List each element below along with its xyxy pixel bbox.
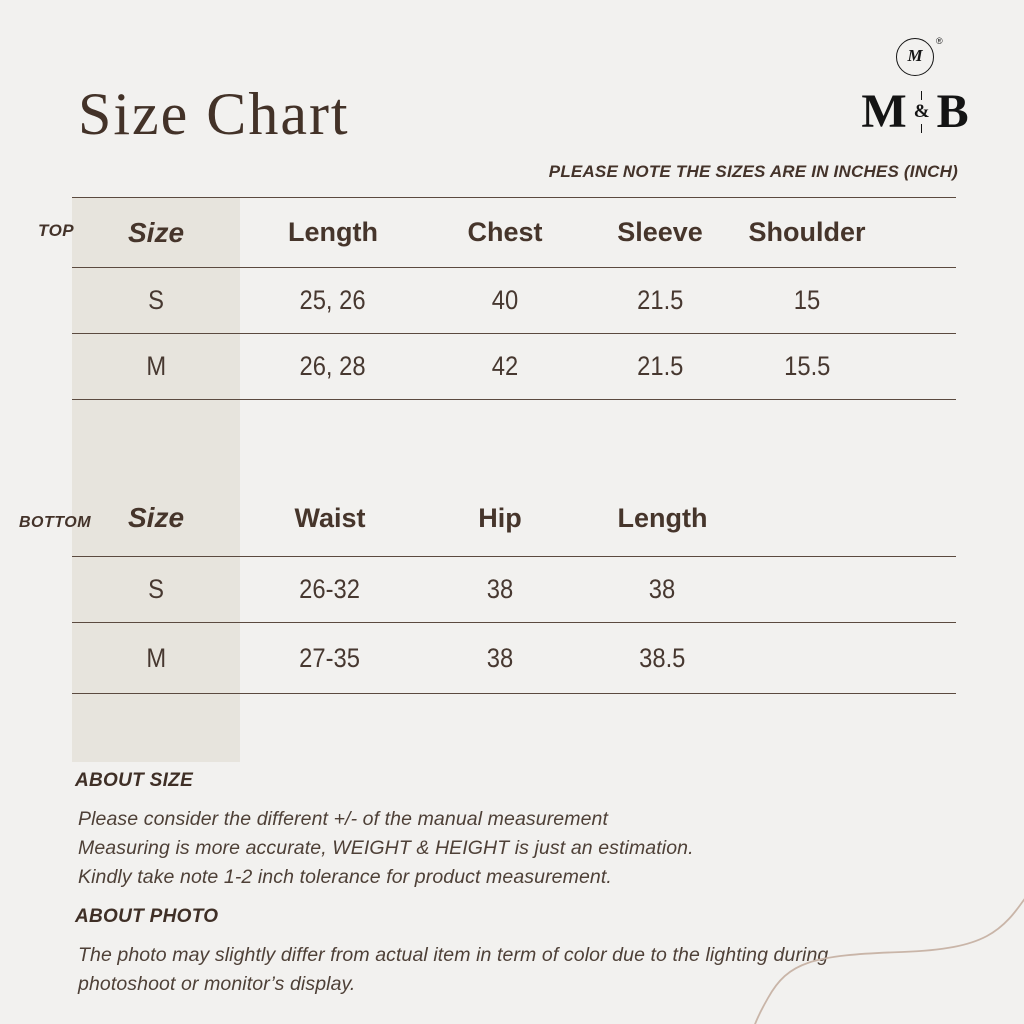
length-cell: 26, 28 [299,351,367,381]
sleeve-cell: 21.5 [636,285,684,315]
page-title: Size Chart [78,81,350,147]
top-table-header-row [72,197,956,268]
logo-wordmark [850,84,980,139]
about-photo-line: The photo may slightly differ from actual item in term of color due to the lighting during [78,944,829,966]
dash-bottom-icon [921,124,923,133]
size-cell: S [148,285,164,315]
about-photo-heading: ABOUT PHOTO [75,906,219,927]
column-header: Length [617,502,708,533]
section-label-top: TOP [38,221,75,240]
dash-top-icon [921,91,923,100]
hip-cell: 38 [486,642,514,673]
table-row [72,334,956,400]
column-header: Size [127,216,185,248]
column-header: Length [288,217,378,247]
logo-letter-m: M [861,85,907,138]
size-cell: S [148,574,164,604]
sleeve-cell: 21.5 [636,351,684,381]
waist-cell: 26-32 [299,574,361,604]
hip-cell: 38 [486,574,514,604]
column-header: Size [127,502,185,533]
table-row [72,557,956,623]
about-photo-line: photoshoot or monitor’s display. [78,973,356,995]
about-size-line: Kindly take note 1-2 inch tolerance for product measurement. [78,866,612,888]
length-cell: 38.5 [639,642,686,673]
bottom-size-table [72,480,956,694]
chest-cell: 42 [491,351,519,381]
shoulder-cell: 15 [793,285,821,315]
units-note: PLEASE NOTE THE SIZES ARE IN INCHES (INCH) [548,162,958,181]
column-header: Waist [294,502,366,533]
length-cell: 25, 26 [299,285,367,315]
logo-letter-b: B [936,85,969,138]
top-size-table [72,197,956,400]
logo-amp-column [914,91,930,133]
column-header: Sleeve [617,217,703,247]
chest-cell: 40 [491,285,519,315]
table-row [72,623,956,694]
about-size-line: Please consider the different +/- of the manual measurement [78,808,608,830]
about-size-heading: ABOUT SIZE [75,770,194,791]
size-cell: M [146,642,166,673]
about-photo-section [75,906,828,999]
about-size-section [75,770,694,892]
brand-logo [850,38,980,139]
logo-ampersand: & [913,100,930,122]
monogram-icon: M [896,38,934,76]
bottom-table-header-row [72,480,956,557]
table-row [72,268,956,334]
column-header: Chest [467,217,543,247]
column-header: Shoulder [748,217,866,247]
logo-mark-row [850,38,980,82]
column-header: Hip [478,502,522,533]
length-cell: 38 [649,574,676,604]
registered-mark: ® [936,36,943,46]
waist-cell: 27-35 [299,642,361,673]
section-label-bottom: BOTTOM [19,514,92,531]
size-cell: M [146,351,166,381]
shoulder-cell: 15.5 [783,351,831,381]
about-size-line: Measuring is more accurate, WEIGHT & HEIGHT is just an estimation. [78,837,694,859]
